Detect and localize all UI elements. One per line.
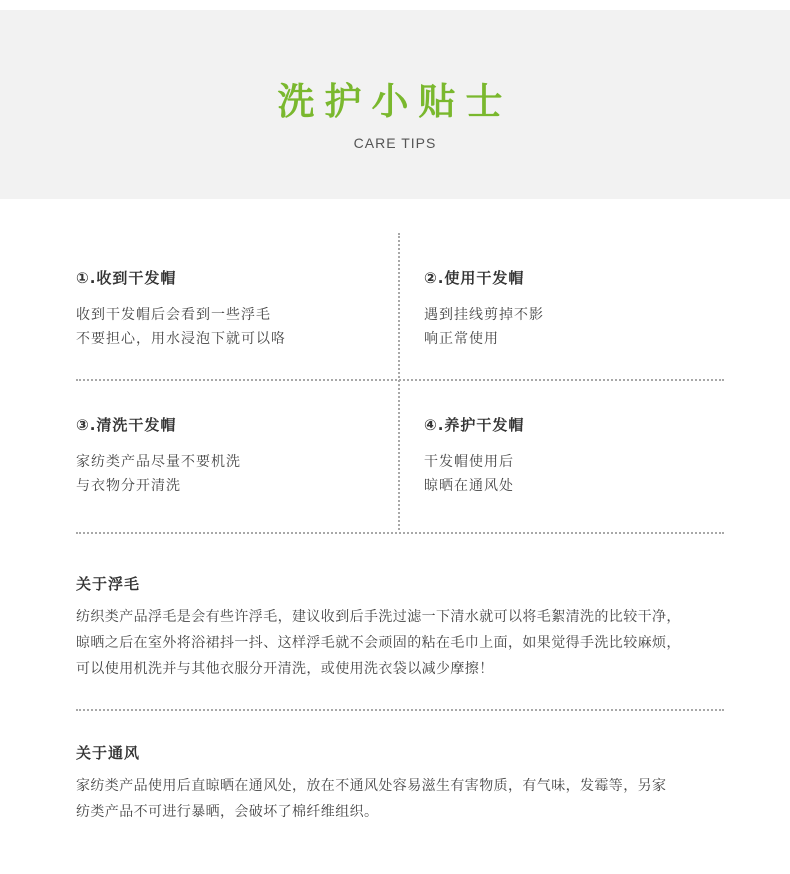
section-line: 纺织类产品浮毛是会有些许浮毛，建议收到后手洗过滤一下清水就可以将毛絮清洗的比较干净， [76,609,681,625]
section-line: 纺类产品不可进行暴晒，会破坏了棉纤维组织。 [76,804,379,820]
tip-card-1 [76,268,376,351]
tip-line: 干发帽使用后 [424,454,514,470]
section-lint [76,574,726,682]
tip-title: ②.使用干发帽 [424,269,525,287]
section-line: 家纺类产品使用后直晾晒在通风处，放在不通风处容易滋生有害物质，有气味，发霉等，另家 [76,778,667,794]
header-banner [0,10,790,199]
tip-card-2 [424,268,724,351]
tip-line: 收到干发帽后会看到一些浮毛 [76,307,271,323]
section-line: 可以使用机洗并与其他衣服分开清洗，或使用洗衣袋以减少摩擦！ [76,661,494,677]
grid-vertical-divider [398,233,400,530]
tip-title: ①.收到干发帽 [76,269,177,287]
page-subtitle: CARE TIPS [353,135,437,151]
tip-line: 家纺类产品尽量不要机洗 [76,454,241,470]
section-title: 关于通风 [76,744,141,762]
tip-line: 不要担心，用水浸泡下就可以咯 [76,331,286,347]
section-ventilation [76,743,726,825]
grid-horizontal-divider [76,379,724,381]
tip-title: ④.养护干发帽 [424,416,525,434]
tip-title: ③.清洗干发帽 [76,416,177,434]
section-line: 晾晒之后在室外将浴裙抖一抖、这样浮毛就不会顽固的粘在毛巾上面，如果觉得手洗比较麻烦， [76,635,681,651]
tip-card-3 [76,415,376,498]
tip-line: 遇到挂线剪掉不影 [424,307,544,323]
section-divider [76,709,724,711]
section-title: 关于浮毛 [76,575,141,593]
page-title: 洗护小贴士 [277,80,513,123]
top-margin [0,0,790,10]
tip-card-4 [424,415,724,498]
tip-line: 晾晒在通风处 [424,478,514,494]
grid-bottom-divider [76,532,724,534]
tips-grid [0,199,790,539]
tip-line: 响正常使用 [424,331,499,347]
tip-line: 与衣物分开清洗 [76,478,181,494]
